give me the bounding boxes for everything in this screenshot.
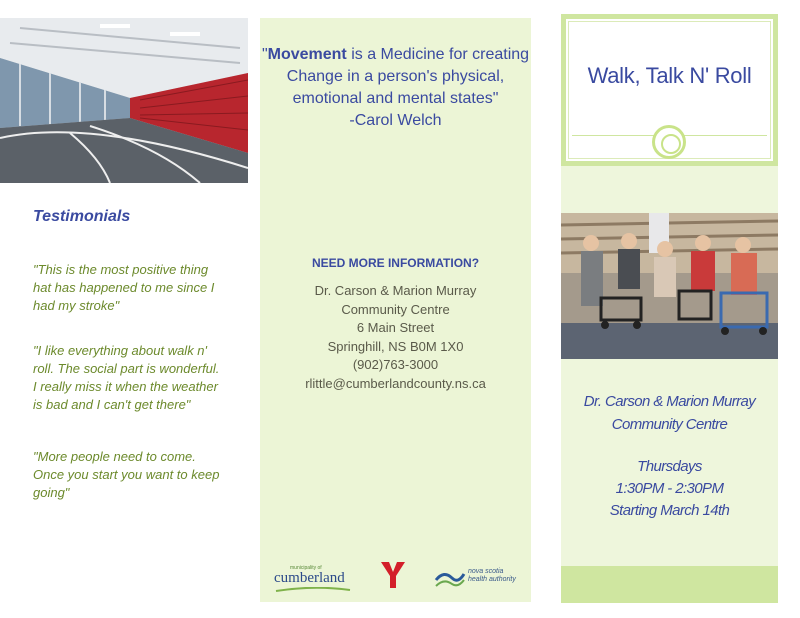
venue-line2: Community Centre [611,416,728,433]
info-heading: NEED MORE INFORMATION? [311,256,480,270]
quote-text: is a Medicine for creating Change in a person's physical, emotional and mental states" [286,46,530,107]
nova-scotia-health-logo [434,566,524,592]
left-panel [0,0,250,618]
arena-track-photo [0,18,248,183]
testimonials-heading: Testimonials [33,208,131,225]
movement-quote [260,44,531,132]
venue-block [561,390,778,436]
ymca-y-icon [380,560,406,590]
venue-line1: Dr. Carson & Marion Murray [583,393,756,410]
ring-ornament-icon [652,125,686,159]
schedule-start: Starting March 14th [609,502,730,519]
testimonial-quote: "This is the most positive thing hat has happened to me since I had my stroke" [33,262,215,313]
contact-phone: (902)763-3000 [352,357,439,373]
schedule-block [561,456,778,522]
contact-email[interactable]: rlittle@cumberlandcounty.ns.ca [305,375,486,391]
group-photo [561,213,778,359]
quote-open-mark: " [261,46,268,63]
contact-city: Springhill, NS B0M 1X0 [327,338,464,354]
testimonial-quote: "I like everything about walk n' roll. The social part is wonderful. I really miss it when the weather is bad and I can't get there" [33,343,220,412]
contact-name-line2: Community Centre [341,301,450,317]
ns-logo-line1: nova scotia [468,568,504,575]
cumberland-logo-small-text: municipality of [290,565,322,571]
ymca-logo [380,560,406,590]
seniors-with-walkers-image [561,213,778,359]
quote-bold-word: Movement [267,46,347,63]
schedule-day: Thursdays [637,458,702,475]
brochure-title: Walk, Talk N' Roll [587,63,752,88]
contact-street: 6 Main Street [356,320,435,336]
schedule-time: 1:30PM - 2:30PM [615,480,724,497]
title-box [561,14,778,166]
ns-logo-line2: health authority [468,576,516,583]
bottom-band [561,566,778,603]
sponsor-logos [260,558,531,598]
testimonial-quote: "More people need to come. Once you start you want to keep going" [33,449,220,500]
right-panel [561,14,778,603]
cumberland-logo [274,565,352,593]
middle-panel [260,18,531,602]
contact-name-line1: Dr. Carson & Marion Murray [314,283,477,298]
cumberland-logo-text: cumberland [274,570,345,586]
quote-author: -Carol Welch [349,112,442,129]
contact-block [260,282,531,394]
arena-track-image [0,18,248,183]
wave-icon [434,566,466,590]
cumberland-swoosh-icon [274,587,352,593]
